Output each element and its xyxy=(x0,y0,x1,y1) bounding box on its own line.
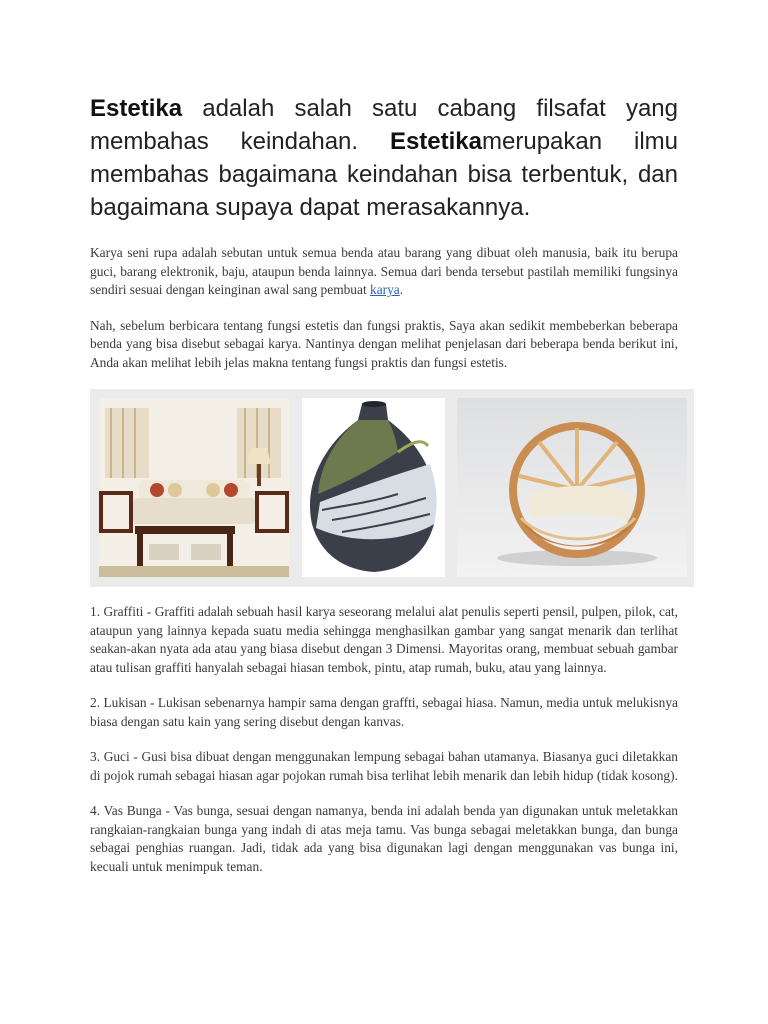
list-item-graffiti: 1. Graffiti - Graffiti adalah sebuah hasil karya seseorang melalui alat penulis seperti pensil, pulpen, pilok, cat, ataupun yang lainnya kepada suatu media sehingga menghasilkan gambar yang sangat menarik dan terlihat seakan-akan nyata ada atau yang biasa disebut dengan 3 Dimensi. Mayoritas orang, membuat sebuah gambar atau tulisan graffiti hanyalah sebagai hiasan tembok, pintu, atap rumah, buku, atau yang lainnya. xyxy=(90,604,678,675)
term-estetika-2: Estetika xyxy=(389,128,483,155)
list-item-guci: 3. Guci - Gusi bisa dibuat dengan menggunakan lempung sebagai bahan utamanya. Biasanya guci diletakkan di pojok rumah sebagai hiasan agar pojokan rumah bisa terlihat lebih menarik dan lebih hidup (tidak kosong). xyxy=(90,749,678,783)
article-body xyxy=(90,92,678,389)
list-item-vas-bunga: 4. Vas Bunga - Vas bunga, sesuai dengan namanya, benda ini adalah benda yan digunakan untuk meletakkan rangkaian-rangkaian bunga yang indah di atas meja tamu. Vas bunga sebagai meletakkan bunga, dan bunga sebagai penghias ruangan. Jadi, tidak ada yang bisa digunakan lagi dengan menggunakan vas bunga ini, kecuali untuk menimpuk teman. xyxy=(90,803,678,874)
intro-heading xyxy=(90,92,678,224)
intro-text-2: merupakan ilmu membahas bagaimana keindahan bisa terbentuk, dan bagaimana supaya dapat merasakannya. xyxy=(90,128,678,221)
list-item-lukisan: 2. Lukisan - Lukisan sebenarnya hampir sama dengan graffti, sebagai hiasa. Namun, media untuk melukisnya biasa dengan satu kain yang sering disebut dengan kanvas. xyxy=(90,695,678,729)
paragraph-1-end: . xyxy=(399,282,404,297)
item-list xyxy=(90,603,678,893)
term-estetika: Estetika xyxy=(90,95,183,122)
wooden-chair-image xyxy=(457,398,687,577)
paragraph-2: Nah, sebelum berbicara tentang fungsi estetis dan fungsi praktis, Saya akan sedikit membeberkan beberapa benda yang bisa disebut sebagai karya. Nantinya dengan melihat penjelasan dari beberapa benda berikut ini, Anda akan melihat lebih jelas makna tentang fungsi praktis dan fungsi estetis. xyxy=(90,317,678,370)
living-room-image xyxy=(99,398,289,577)
image-gallery xyxy=(90,389,694,587)
intro-text-1: adalah salah satu cabang filsafat yang membahas keindahan. xyxy=(90,95,678,155)
vase-image xyxy=(302,398,445,577)
paragraph-1 xyxy=(90,244,678,300)
paragraph-1-text: Karya seni rupa adalah sebutan untuk semua benda atau barang yang dibuat oleh manusia, baik itu berupa guci, barang elektronik, baju, ataupun benda lainnya. Semua dari benda tersebut pastilah memiliki fungsinya sendiri sesuai dengan keinginan awal sang pembuat xyxy=(90,245,678,297)
karya-link[interactable]: karya xyxy=(370,282,400,297)
